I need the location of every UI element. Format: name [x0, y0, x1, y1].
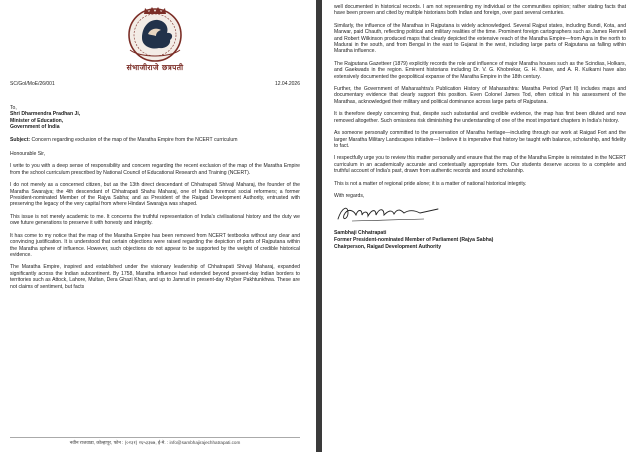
- body-paragraph: The Maratha Empire, inspired and established under the visionary leadership of Chhatrapati Shivaji Maharaj, expanded significantly across the Indian subcontinent. By 1758, Maratha influence had extended beyond present-day Indian borders to territories such as Attock, Lahore, Multan, Dera Ghazi Khan, and up to Jamrud in present-day Khyber Pakhtunkhwa. These are not claims of sentiment, but facts: [10, 264, 300, 290]
- closing-regards: With regards,: [334, 192, 365, 199]
- letter-page-2: [322, 0, 640, 452]
- body-paragraph: It is therefore deeply concerning that, despite such substantial and credible evidence, the map has first been diluted and now removed altogether. Such omissions risk diminishing the understanding of one of the most important chapters in India's history.: [334, 111, 626, 124]
- emblem-icon: [120, 4, 190, 62]
- letter-page-1: [0, 0, 316, 452]
- signer-title-1: Former President-nominated Member of Parliament (Rajya Sabha): [334, 236, 494, 243]
- letterhead-org-name: संभाजीराजे छत्रपती: [126, 63, 184, 72]
- body-paragraph: I write to you with a deep sense of responsibility and concern regarding the recent exclusion of the map of the Maratha Empire from the school curriculum prescribed by National Council of Educational Research and Training (NCERT).: [10, 163, 300, 176]
- signer-name: Sambhaji Chhatrapati: [334, 230, 387, 237]
- handwritten-signature: [334, 201, 626, 230]
- reference-row: [10, 81, 300, 87]
- salutation: Honourable Sir,: [10, 151, 46, 158]
- body-paragraph: As someone personally committed to the preservation of Maratha heritage—including through our work at Raigad Fort and the larger Maratha Military Landscapes initiative—I believe it is imperative that history be taught with balance, scholarship, and fidelity to fact.: [334, 130, 626, 149]
- recipient-title: Minister of Education,: [10, 117, 64, 124]
- letterhead-footer: नवीन राजवाडा, कोल्हापूर, फोन : (०२३१) २६५३३७७, ई-मे. : info@sambhajirajechhatrapati.com: [10, 437, 300, 446]
- body-paragraph: Further, the Government of Maharashtra's Publication History of Maharashtra: Maratha Period (Part II) includes maps and documentary evidence that clearly support this position. Even Colonel James Tod, often critical in his assessment of the Marathas, acknowledged their military and political dominance across large parts of Rajputana.: [334, 86, 626, 105]
- body-paragraph: This is not a matter of regional pride alone; it is a matter of national historical integrity.: [334, 180, 527, 187]
- recipient-to: To,: [10, 105, 17, 111]
- body-paragraph: The Rajputana Gazetteer (1879) explicitly records the role and influence of major Maratha houses such as the Scindias, Holkars, and Gaekwads in the region. Eminent historians including Dr. V. G. Khobrekar, G. H. Khare, and A. R. Kulkarni have also extensively documented the geopolitical expanse of the Maratha Empire in the 18th century.: [334, 60, 626, 80]
- reference-number: SC/GoI/MoE/26/001: [10, 81, 55, 87]
- body-paragraph: I respectfully urge you to review this matter personally and ensure that the map of the Maratha Empire is reinstated in the NCERT curriculum in an academically accurate and contextually appropriate form. Our students deserve access to a complete and truthful account of India's past, drawn from authentic records and sound scholarship.: [334, 155, 626, 175]
- body-paragraph: This issue is not merely academic to me. It concerns the truthful representation of India's civilisational history and the duty we owe future generations to preserve it with honesty and integrity.: [10, 213, 300, 227]
- body-paragraph: I do not merely as a concerned citizen, but as the 13th direct descendant of Chhatrapati Shivaji Maharaj, the founder of the Maratha Swarajya; the 4th descendant of Chhatrapati Shahu Maharaj, one of India's foremost social reformers; a former President-nominated Member of the Rajya Sabha; and as President of the Raigad Development Authority, entrusted with preserving the legacy of the very capital from where Hindavi Swarajya was shaped.: [10, 182, 300, 208]
- body-paragraph: well documented in historical records. I am not representing my individual or the communities opinion; rather stating facts that have been proven and cited by multiple historians both Indian and foreign, over past several centuries.: [334, 4, 626, 17]
- body-paragraph: It has come to my notice that the map of the Maratha Empire has been removed from NCERT textbooks without any clear and convincing justification. It is understood that certain objections were raised regarding the depiction of parts of Rajputana within the Maratha sphere of influence. However, such objections do not appear to be supported by the weight of credible historical evidence.: [10, 232, 300, 258]
- letterhead-logo: [105, 4, 205, 73]
- subject-label: Subject:: [10, 136, 31, 143]
- recipient-name: Shri Dharmendra Pradhan Ji,: [10, 111, 81, 118]
- body-paragraph: Similarly, the influence of the Marathas in Rajputana is widely acknowledged. Several Rajput states, including Bundi, Kota, and Marwar, paid Chauth, reflecting political and military realities of the time. Prominent foreign cartographers such as James Rennell and Robert Wilkinson produced maps that clearly depicted the extensive reach of the Maratha Empire—from Agra in the north to Madurai in the south, and from Bengal in the east to Gujarat in the west, including large parts of Rajputana as falling within Maratha influence.: [334, 22, 626, 55]
- letter-date: 12.04.2026: [274, 81, 300, 87]
- signer-title-2: Chairperson, Raigad Development Authority: [334, 243, 442, 250]
- subject-line: [10, 137, 300, 143]
- recipient-org: Government of India: [10, 124, 60, 131]
- recipient-block: [10, 105, 300, 131]
- subject-text: Concern regarding exclusion of the map of the Maratha Empire from the NCERT curriculum: [31, 136, 238, 143]
